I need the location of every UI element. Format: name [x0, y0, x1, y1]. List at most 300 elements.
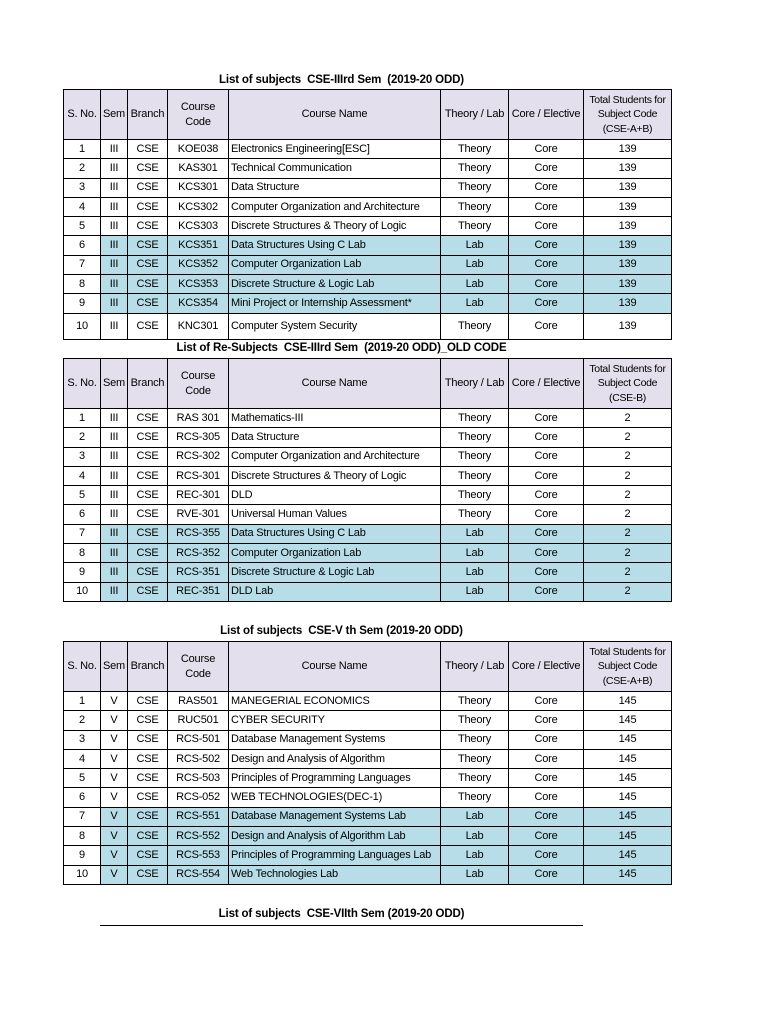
cell-course-name: Data Structure: [229, 428, 441, 447]
cell-core-elective: Core: [509, 524, 584, 543]
table-body: [64, 692, 672, 885]
cell-core-elective: Core: [509, 788, 584, 807]
table-row: [64, 544, 672, 563]
cell-sno: 3: [64, 447, 101, 466]
header-course-name: [229, 359, 441, 409]
cell-sem: V: [101, 788, 128, 807]
table-row: [64, 711, 672, 730]
cell-total-students: 2: [584, 428, 672, 447]
cell-total-students: 145: [584, 749, 672, 768]
cell-sem: V: [101, 807, 128, 826]
cell-sem: V: [101, 865, 128, 884]
header-label: Core / Elective: [511, 108, 581, 121]
table-row: [64, 275, 672, 294]
header-label: Theory / Lab: [444, 377, 505, 390]
cell-core-elective: Core: [509, 140, 584, 159]
cell-sem: V: [101, 769, 128, 788]
cell-core-elective: Core: [509, 563, 584, 582]
cell-theory-lab: Theory: [441, 692, 509, 711]
cell-theory-lab: Theory: [441, 505, 509, 524]
table-body: [64, 140, 672, 340]
header-theory-lab: [441, 90, 509, 140]
table-row: [64, 865, 672, 884]
cell-sem: V: [101, 749, 128, 768]
section-title: List of subjects CSE-VIIth Sem (2019-20 ODD): [100, 904, 583, 926]
header-total-students: [584, 359, 672, 409]
header-branch: [128, 90, 168, 140]
header-label: Code: [185, 115, 211, 128]
cell-sem: III: [101, 294, 128, 313]
table-row: [64, 563, 672, 582]
header-label: Code: [185, 384, 211, 397]
cell-theory-lab: Lab: [441, 524, 509, 543]
cell-course-name: Computer Organization Lab: [229, 255, 441, 274]
cell-theory-lab: Lab: [441, 275, 509, 294]
cell-total-students: 139: [584, 217, 672, 236]
table-row: [64, 447, 672, 466]
table-row: [64, 217, 672, 236]
header-total-students: [584, 90, 672, 140]
cell-sno: 3: [64, 730, 101, 749]
cell-total-students: 2: [584, 409, 672, 428]
cell-sno: 7: [64, 255, 101, 274]
cell-core-elective: Core: [509, 294, 584, 313]
cell-sno: 2: [64, 428, 101, 447]
cell-course-name: Universal Human Values: [229, 505, 441, 524]
table-row: [64, 582, 672, 601]
cell-course-name: Data Structure: [229, 178, 441, 197]
table-row: [64, 730, 672, 749]
cell-total-students: 2: [584, 524, 672, 543]
cell-sno: 1: [64, 409, 101, 428]
table-row: [64, 236, 672, 255]
table-row: [64, 313, 672, 339]
header-sno: [64, 359, 101, 409]
cell-course-name: Web Technologies Lab: [229, 865, 441, 884]
cell-core-elective: Core: [509, 769, 584, 788]
table-header: [64, 90, 672, 140]
header-label: Branch: [130, 377, 165, 390]
cell-course-name: Electronics Engineering[ESC]: [229, 140, 441, 159]
cell-course-name: DLD: [229, 486, 441, 505]
cell-sno: 5: [64, 486, 101, 505]
cell-theory-lab: Theory: [441, 313, 509, 339]
cell-sno: 4: [64, 197, 101, 216]
cell-sno: 6: [64, 505, 101, 524]
cell-total-students: 139: [584, 236, 672, 255]
header-label: S. No.: [67, 108, 97, 121]
header-course-name: [229, 90, 441, 140]
header-course-code: [168, 90, 229, 140]
cell-branch: CSE: [128, 692, 168, 711]
cell-sem: III: [101, 582, 128, 601]
cell-theory-lab: Lab: [441, 563, 509, 582]
cell-course-name: Computer Organization and Architecture: [229, 447, 441, 466]
cell-sem: III: [101, 409, 128, 428]
cell-course-name: Discrete Structure & Logic Lab: [229, 275, 441, 294]
header-label: Course Name: [301, 108, 368, 121]
cell-course-code: RCS-503: [168, 769, 229, 788]
cell-branch: CSE: [128, 788, 168, 807]
section-cse-7th-sem-subjects: [0, 904, 768, 926]
cell-sno: 10: [64, 313, 101, 339]
cell-course-name: Design and Analysis of Algorithm: [229, 749, 441, 768]
cell-sno: 7: [64, 524, 101, 543]
header-sem: [101, 90, 128, 140]
header-sem: [101, 359, 128, 409]
cell-sno: 7: [64, 807, 101, 826]
cell-theory-lab: Theory: [441, 140, 509, 159]
cell-branch: CSE: [128, 544, 168, 563]
subjects-table: [63, 89, 672, 340]
cell-core-elective: Core: [509, 807, 584, 826]
cell-sno: 6: [64, 236, 101, 255]
cell-theory-lab: Theory: [441, 178, 509, 197]
cell-core-elective: Core: [509, 409, 584, 428]
cell-sno: 5: [64, 217, 101, 236]
header-branch: [128, 359, 168, 409]
cell-sno: 8: [64, 827, 101, 846]
section-cse-3rd-sem-re-subjects: [0, 339, 768, 602]
cell-core-elective: Core: [509, 197, 584, 216]
table-row: [64, 486, 672, 505]
header-label: Subject Code: [597, 377, 658, 390]
cell-sno: 2: [64, 711, 101, 730]
cell-course-code: RCS-352: [168, 544, 229, 563]
cell-branch: CSE: [128, 563, 168, 582]
header-core-elective: [509, 642, 584, 692]
cell-course-code: RVE-301: [168, 505, 229, 524]
cell-theory-lab: Theory: [441, 769, 509, 788]
table-row: [64, 140, 672, 159]
header-label: Subject Code: [597, 660, 658, 673]
table-row: [64, 178, 672, 197]
header-label: Sem: [103, 660, 126, 673]
header-label: Course: [180, 653, 216, 665]
cell-theory-lab: Lab: [441, 582, 509, 601]
section-cse-5th-sem-subjects: [0, 622, 768, 885]
cell-total-students: 2: [584, 466, 672, 485]
cell-course-name: Database Management Systems: [229, 730, 441, 749]
cell-course-code: REC-351: [168, 582, 229, 601]
cell-total-students: 139: [584, 159, 672, 178]
cell-theory-lab: Theory: [441, 749, 509, 768]
cell-total-students: 145: [584, 692, 672, 711]
cell-sno: 5: [64, 769, 101, 788]
cell-sem: III: [101, 447, 128, 466]
cell-core-elective: Core: [509, 486, 584, 505]
cell-theory-lab: Theory: [441, 711, 509, 730]
header-label: Sem: [103, 108, 126, 121]
cell-course-name: Data Structures Using C Lab: [229, 524, 441, 543]
cell-total-students: 2: [584, 505, 672, 524]
cell-course-name: Computer Organization Lab: [229, 544, 441, 563]
header-label: Theory / Lab: [444, 108, 505, 121]
cell-branch: CSE: [128, 313, 168, 339]
cell-core-elective: Core: [509, 178, 584, 197]
header-theory-lab: [441, 359, 509, 409]
cell-core-elective: Core: [509, 827, 584, 846]
cell-sem: III: [101, 197, 128, 216]
header-label: S. No.: [67, 660, 97, 673]
cell-course-name: CYBER SECURITY: [229, 711, 441, 730]
cell-sem: V: [101, 711, 128, 730]
cell-sem: III: [101, 217, 128, 236]
cell-sem: III: [101, 544, 128, 563]
cell-sem: III: [101, 466, 128, 485]
table-body: [64, 409, 672, 602]
cell-sem: III: [101, 255, 128, 274]
cell-course-code: RCS-552: [168, 827, 229, 846]
table-row: [64, 769, 672, 788]
cell-sem: III: [101, 140, 128, 159]
header-sno: [64, 642, 101, 692]
cell-course-code: RUC501: [168, 711, 229, 730]
cell-sno: 4: [64, 466, 101, 485]
cell-branch: CSE: [128, 730, 168, 749]
cell-branch: CSE: [128, 486, 168, 505]
cell-sem: V: [101, 692, 128, 711]
cell-core-elective: Core: [509, 236, 584, 255]
header-sno: [64, 90, 101, 140]
cell-total-students: 139: [584, 140, 672, 159]
header-label: Core / Elective: [511, 377, 581, 390]
table-header: [64, 642, 672, 692]
cell-theory-lab: Lab: [441, 865, 509, 884]
cell-total-students: 139: [584, 294, 672, 313]
header-label: Course Name: [301, 377, 368, 390]
header-label: Course Name: [301, 660, 368, 673]
cell-total-students: 2: [584, 563, 672, 582]
cell-course-code: KCS353: [168, 275, 229, 294]
cell-sno: 4: [64, 749, 101, 768]
cell-course-name: Discrete Structures & Theory of Logic: [229, 217, 441, 236]
cell-theory-lab: Theory: [441, 217, 509, 236]
header-label: (CSE-A+B): [602, 674, 653, 687]
cell-branch: CSE: [128, 217, 168, 236]
cell-course-code: RCS-551: [168, 807, 229, 826]
cell-core-elective: Core: [509, 730, 584, 749]
cell-branch: CSE: [128, 749, 168, 768]
subjects-table: [63, 358, 672, 602]
cell-sno: 8: [64, 544, 101, 563]
cell-total-students: 145: [584, 730, 672, 749]
cell-branch: CSE: [128, 827, 168, 846]
cell-core-elective: Core: [509, 313, 584, 339]
cell-sno: 10: [64, 865, 101, 884]
cell-theory-lab: Theory: [441, 409, 509, 428]
cell-theory-lab: Lab: [441, 544, 509, 563]
table-row: [64, 827, 672, 846]
cell-course-code: KOE038: [168, 140, 229, 159]
cell-sno: 3: [64, 178, 101, 197]
cell-course-code: RCS-301: [168, 466, 229, 485]
cell-sem: III: [101, 313, 128, 339]
cell-course-name: Database Management Systems Lab: [229, 807, 441, 826]
cell-course-name: Principles of Programming Languages: [229, 769, 441, 788]
cell-theory-lab: Theory: [441, 447, 509, 466]
table-row: [64, 197, 672, 216]
cell-total-students: 139: [584, 313, 672, 339]
cell-core-elective: Core: [509, 865, 584, 884]
cell-theory-lab: Theory: [441, 428, 509, 447]
table-row: [64, 255, 672, 274]
header-label: Theory / Lab: [444, 660, 505, 673]
cell-course-code: REC-301: [168, 486, 229, 505]
cell-theory-lab: Theory: [441, 159, 509, 178]
header-label: Sem: [103, 377, 126, 390]
cell-core-elective: Core: [509, 447, 584, 466]
cell-sem: III: [101, 236, 128, 255]
cell-course-name: Technical Communication: [229, 159, 441, 178]
header-label: Subject Code: [597, 108, 658, 121]
cell-course-code: RCS-355: [168, 524, 229, 543]
table-row: [64, 466, 672, 485]
cell-theory-lab: Lab: [441, 827, 509, 846]
cell-sem: III: [101, 275, 128, 294]
cell-sno: 1: [64, 140, 101, 159]
cell-course-name: Discrete Structure & Logic Lab: [229, 563, 441, 582]
cell-branch: CSE: [128, 447, 168, 466]
header-label: Course: [180, 101, 216, 113]
cell-total-students: 2: [584, 447, 672, 466]
cell-sem: III: [101, 563, 128, 582]
header-label: Branch: [130, 108, 165, 121]
section-title: List of subjects CSE-V th Sem (2019-20 ODD): [220, 625, 463, 637]
cell-theory-lab: Lab: [441, 846, 509, 865]
cell-total-students: 2: [584, 582, 672, 601]
table-header: [64, 359, 672, 409]
cell-sem: V: [101, 730, 128, 749]
header-label: Course: [180, 370, 216, 382]
cell-theory-lab: Theory: [441, 466, 509, 485]
cell-core-elective: Core: [509, 749, 584, 768]
subjects-table: [63, 641, 672, 885]
cell-course-code: KCS352: [168, 255, 229, 274]
cell-branch: CSE: [128, 159, 168, 178]
cell-theory-lab: Lab: [441, 255, 509, 274]
table-row: [64, 749, 672, 768]
header-label: Total Students for: [589, 362, 666, 375]
cell-sno: 2: [64, 159, 101, 178]
header-course-name: [229, 642, 441, 692]
cell-core-elective: Core: [509, 582, 584, 601]
header-total-students: [584, 642, 672, 692]
cell-course-code: RCS-553: [168, 846, 229, 865]
table-row: [64, 807, 672, 826]
cell-theory-lab: Lab: [441, 807, 509, 826]
cell-branch: CSE: [128, 140, 168, 159]
section-title: List of Re-Subjects CSE-IIIrd Sem (2019-20 ODD)_OLD CODE: [176, 342, 507, 354]
cell-course-name: Discrete Structures & Theory of Logic: [229, 466, 441, 485]
cell-course-code: KCS303: [168, 217, 229, 236]
table-row: [64, 159, 672, 178]
header-course-code: [168, 642, 229, 692]
cell-course-code: KCS351: [168, 236, 229, 255]
cell-course-code: RCS-305: [168, 428, 229, 447]
cell-core-elective: Core: [509, 217, 584, 236]
cell-theory-lab: Theory: [441, 486, 509, 505]
cell-sno: 10: [64, 582, 101, 601]
cell-course-code: KCS301: [168, 178, 229, 197]
table-row: [64, 846, 672, 865]
cell-sem: V: [101, 846, 128, 865]
cell-sem: III: [101, 178, 128, 197]
cell-sno: 6: [64, 788, 101, 807]
cell-core-elective: Core: [509, 544, 584, 563]
header-theory-lab: [441, 642, 509, 692]
cell-sem: III: [101, 486, 128, 505]
cell-course-code: RCS-502: [168, 749, 229, 768]
cell-sno: 9: [64, 563, 101, 582]
cell-core-elective: Core: [509, 428, 584, 447]
cell-core-elective: Core: [509, 275, 584, 294]
cell-course-code: RAS 301: [168, 409, 229, 428]
cell-branch: CSE: [128, 255, 168, 274]
header-branch: [128, 642, 168, 692]
cell-branch: CSE: [128, 275, 168, 294]
table-row: [64, 505, 672, 524]
cell-theory-lab: Theory: [441, 730, 509, 749]
header-label: S. No.: [67, 377, 97, 390]
table-row: [64, 409, 672, 428]
cell-course-name: MANEGERIAL ECONOMICS: [229, 692, 441, 711]
cell-sem: III: [101, 428, 128, 447]
header-row: [64, 642, 672, 692]
cell-branch: CSE: [128, 178, 168, 197]
cell-sno: 1: [64, 692, 101, 711]
header-label: Branch: [130, 660, 165, 673]
cell-course-code: KAS301: [168, 159, 229, 178]
header-row: [64, 90, 672, 140]
cell-course-code: KCS302: [168, 197, 229, 216]
cell-course-name: Computer System Security: [229, 313, 441, 339]
header-label: Core / Elective: [511, 660, 581, 673]
cell-sem: V: [101, 827, 128, 846]
cell-course-name: Mathematics-III: [229, 409, 441, 428]
cell-core-elective: Core: [509, 255, 584, 274]
cell-branch: CSE: [128, 769, 168, 788]
cell-total-students: 145: [584, 807, 672, 826]
cell-core-elective: Core: [509, 505, 584, 524]
header-core-elective: [509, 90, 584, 140]
cell-branch: CSE: [128, 807, 168, 826]
cell-branch: CSE: [128, 582, 168, 601]
cell-branch: CSE: [128, 428, 168, 447]
cell-course-code: RAS501: [168, 692, 229, 711]
cell-course-name: Design and Analysis of Algorithm Lab: [229, 827, 441, 846]
cell-branch: CSE: [128, 466, 168, 485]
cell-course-name: Computer Organization and Architecture: [229, 197, 441, 216]
table-row: [64, 692, 672, 711]
cell-course-name: Data Structures Using C Lab: [229, 236, 441, 255]
cell-sno: 9: [64, 846, 101, 865]
cell-course-name: Principles of Programming Languages Lab: [229, 846, 441, 865]
header-label: Total Students for: [589, 93, 666, 106]
cell-total-students: 139: [584, 275, 672, 294]
cell-total-students: 145: [584, 846, 672, 865]
cell-core-elective: Core: [509, 692, 584, 711]
cell-sem: III: [101, 159, 128, 178]
cell-course-name: WEB TECHNOLOGIES(DEC-1): [229, 788, 441, 807]
cell-course-name: DLD Lab: [229, 582, 441, 601]
table-row: [64, 524, 672, 543]
cell-sem: III: [101, 505, 128, 524]
header-label: Code: [185, 667, 211, 680]
cell-theory-lab: Theory: [441, 197, 509, 216]
cell-branch: CSE: [128, 846, 168, 865]
cell-branch: CSE: [128, 236, 168, 255]
